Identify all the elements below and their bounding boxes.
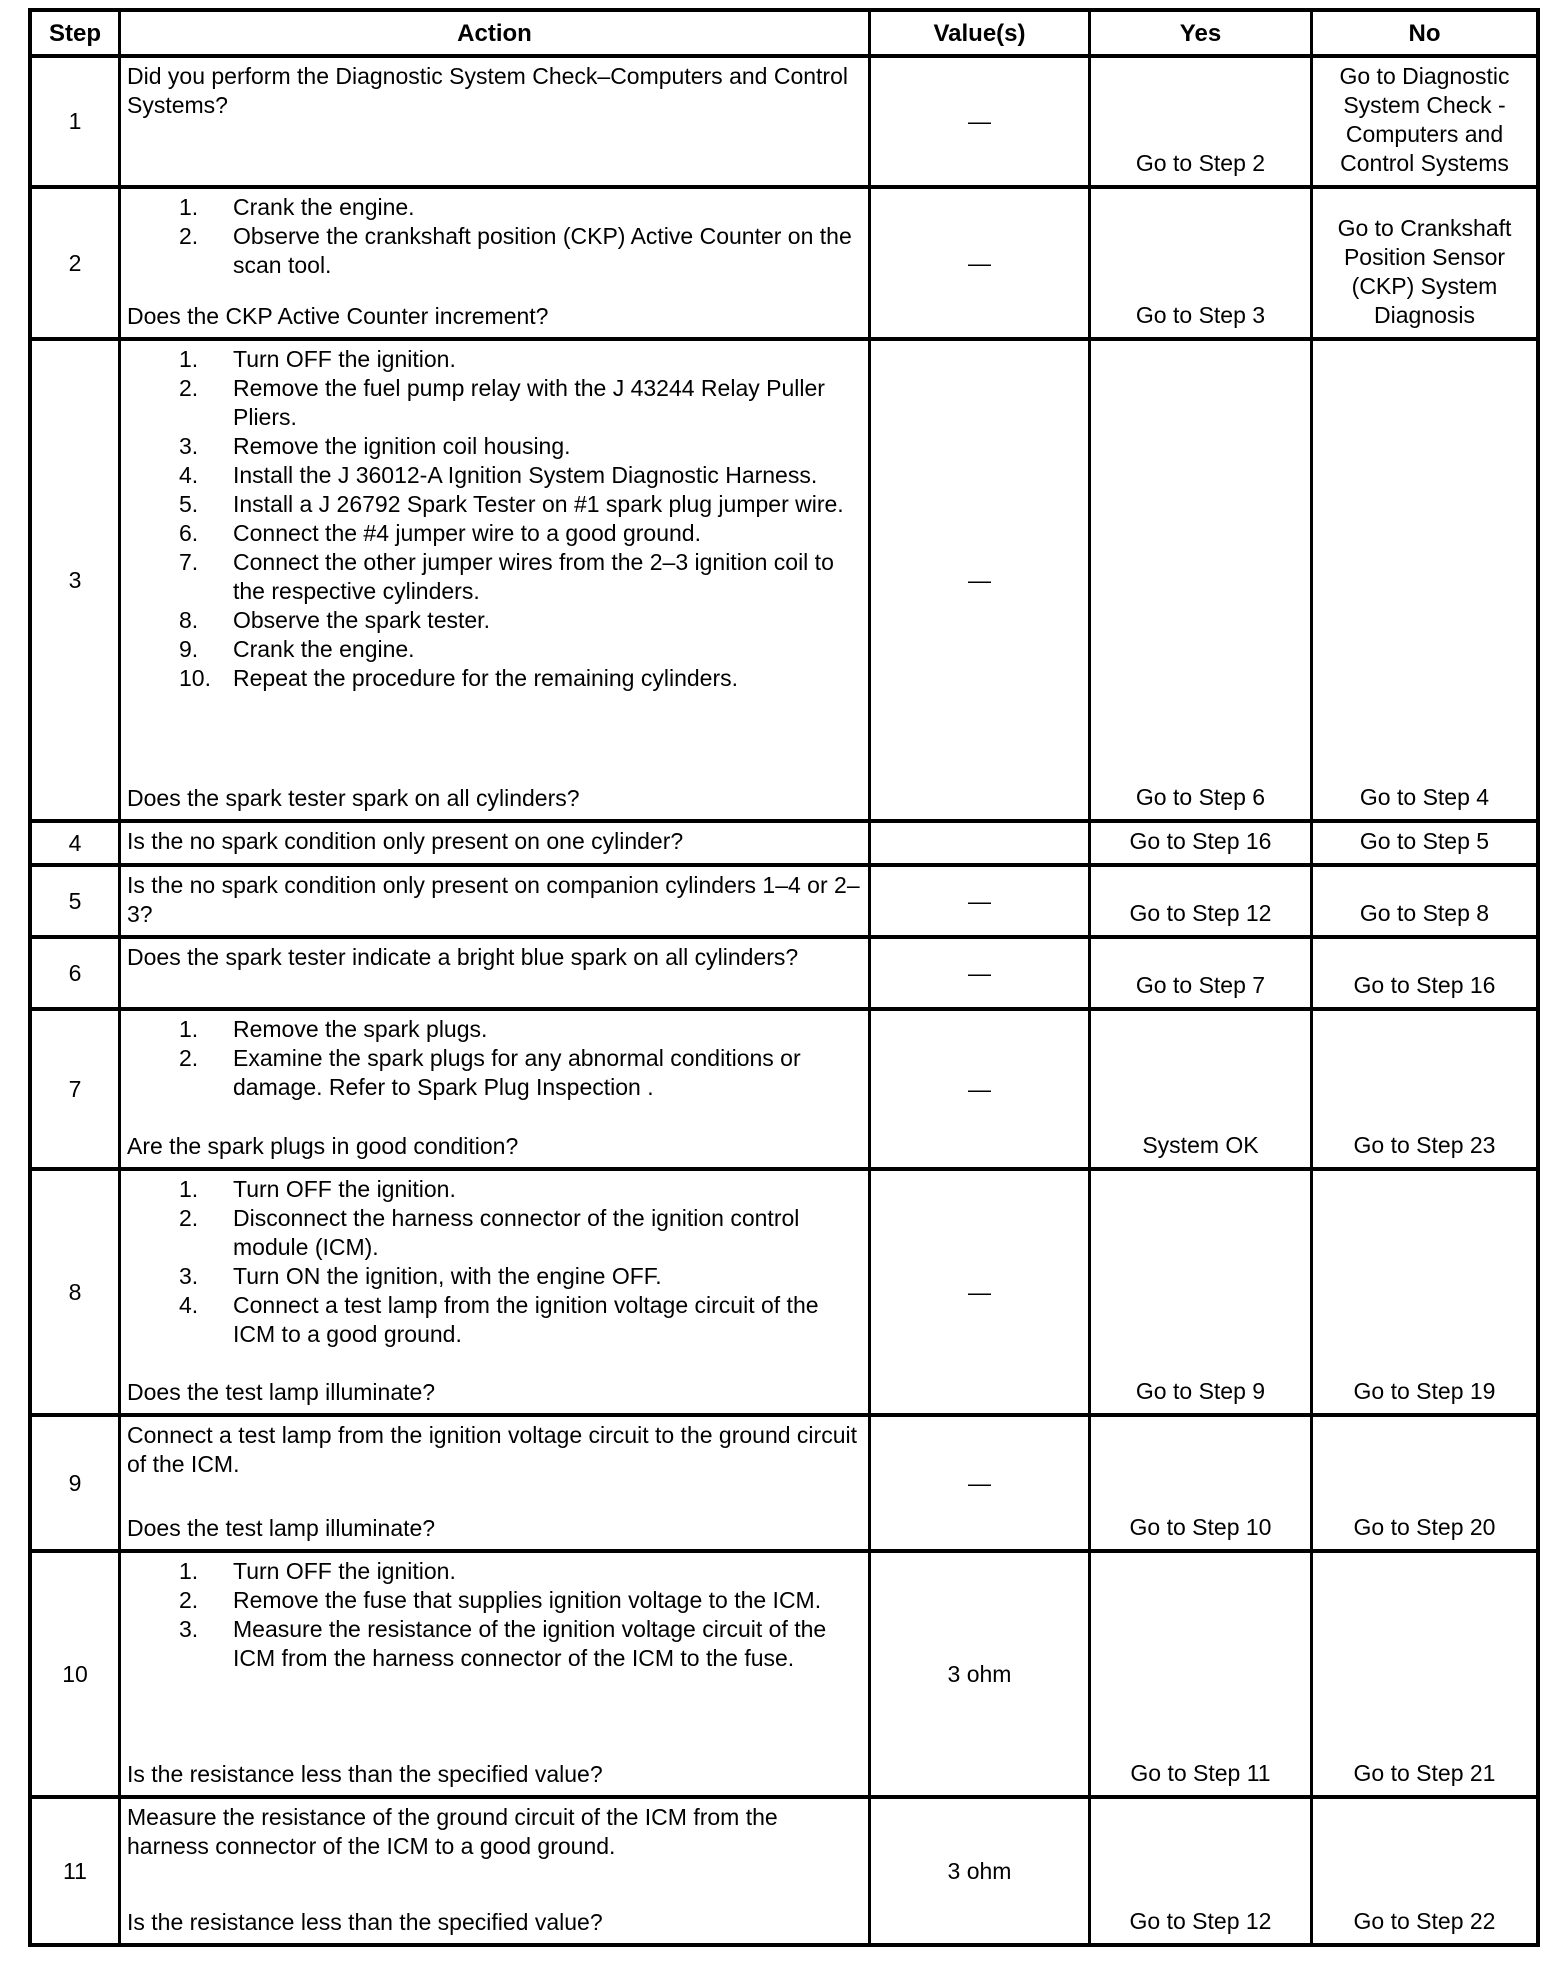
action-cell [118,341,868,819]
yes-cell: Go to Step 10 [1088,1417,1310,1549]
action-list-item: Measure the resistance of the ignition voltage circuit of the ICM from the harness connector of the ICM to the fuse. [233,1616,827,1671]
yes-cell: Go to Step 16 [1088,823,1310,863]
no-cell: Go to Step 19 [1310,1171,1536,1413]
action-intro: Is the no spark condition only present on companion cylinders 1–4 or 2–3? [127,872,860,927]
step-number: 1 [68,108,82,134]
action-list-item: Repeat the procedure for the remaining cylinders. [233,665,739,691]
no-cell: Go to Step 23 [1310,1011,1536,1167]
action-list-item: Crank the engine. [233,194,415,220]
yes-cell: Go to Step 9 [1088,1171,1310,1413]
yes-cell: System OK [1088,1011,1310,1167]
value-cell: — [868,867,1088,935]
no-cell: Go to Diagnostic System Check - Computers and Control Systems [1310,58,1536,185]
table-row [32,337,1536,819]
action-question: Does the spark tester spark on all cylinders? [127,785,580,811]
no-cell: Go to Step 4 [1310,341,1536,819]
yes-cell: Go to Step 6 [1088,341,1310,819]
step-number: 4 [68,829,82,856]
action-list-item: Connect a test lamp from the ignition voltage circuit of the ICM to a good ground. [233,1292,819,1347]
action-question: Is the resistance less than the specified value? [127,1909,603,1935]
action-question: Are the spark plugs in good condition? [127,1133,519,1159]
action-text-block [127,1803,862,1861]
step-number: 9 [68,1469,82,1496]
action-question: Does the test lamp illuminate? [127,1379,436,1405]
action-text-block [127,871,862,929]
action-list-item: Remove the fuel pump relay with the J 43244 Relay Puller Pliers. [233,375,825,430]
header-no: No [1310,12,1536,54]
no-cell: Go to Step 21 [1310,1553,1536,1795]
action-cell [118,867,868,935]
table-row [32,1167,1536,1413]
yes-cell: Go to Step 3 [1088,189,1310,337]
action-text-block [127,193,862,280]
action-list-item: Turn OFF the ignition. [233,1176,456,1202]
value-cell: — [868,1417,1088,1549]
action-question: Is the resistance less than the specified value? [127,1761,603,1787]
action-text-block [127,1421,862,1479]
step-number: 5 [68,887,82,914]
step-number: 6 [68,959,82,986]
no-cell: Go to Crankshaft Position Sensor (CKP) System Diagnosis [1310,189,1536,337]
value-cell: — [868,189,1088,337]
action-list [127,193,862,280]
header-action: Action [118,12,868,54]
action-list-item: Observe the crankshaft position (CKP) Active Counter on the scan tool. [233,223,852,278]
header-values: Value(s) [868,12,1088,54]
no-cell: Go to Step 16 [1310,939,1536,1007]
table-row [32,1413,1536,1549]
step-number: 3 [68,566,82,593]
step-number: 2 [68,249,82,276]
action-list-item: Connect the other jumper wires from the 2–3 ignition coil to the respective cylinders. [233,549,834,604]
action-text-block [127,943,862,972]
table-row [32,1007,1536,1167]
action-list-item: Crank the engine. [233,636,415,662]
action-cell [118,1799,868,1943]
value-cell: — [868,1171,1088,1413]
action-intro: Did you perform the Diagnostic System Check–Computers and Control Systems? [127,63,848,118]
action-cell [118,1171,868,1413]
action-list-item: Install the J 36012-A Ignition System Diagnostic Harness. [233,462,818,488]
action-list [127,1557,862,1673]
no-cell: Go to Step 20 [1310,1417,1536,1549]
step-number: 8 [68,1278,82,1305]
no-cell: Go to Step 5 [1310,823,1536,863]
value-cell: 3 ohm [868,1799,1088,1943]
action-list-item: Remove the fuse that supplies ignition voltage to the ICM. [233,1587,822,1613]
table-row [32,819,1536,863]
table-row [32,54,1536,185]
table-row [32,863,1536,935]
action-intro: Is the no spark condition only present on one cylinder? [127,828,684,854]
action-cell [118,1553,868,1795]
action-intro: Measure the resistance of the ground circuit of the ICM from the harness connector of the ICM to a good ground. [127,1804,778,1859]
table-header-row [32,12,1536,54]
value-cell: — [868,939,1088,1007]
action-cell [118,58,868,185]
yes-cell: Go to Step 7 [1088,939,1310,1007]
action-list-item: Remove the ignition coil housing. [233,433,571,459]
header-yes: Yes [1088,12,1310,54]
step-number: 10 [62,1660,88,1687]
action-list-item: Connect the #4 jumper wire to a good ground. [233,520,701,546]
action-cell [118,189,868,337]
action-list-item: Observe the spark tester. [233,607,490,633]
step-number: 11 [63,1857,87,1884]
action-intro: Does the spark tester indicate a bright blue spark on all cylinders? [127,944,799,970]
no-cell: Go to Step 8 [1310,867,1536,935]
action-list-item: Disconnect the harness connector of the ignition control module (ICM). [233,1205,800,1260]
action-list [127,1175,862,1349]
action-intro: Connect a test lamp from the ignition voltage circuit to the ground circuit of the ICM. [127,1422,857,1477]
action-list-item: Turn OFF the ignition. [233,346,456,372]
value-cell: — [868,341,1088,819]
action-list-item: Turn OFF the ignition. [233,1558,456,1584]
diagnostic-table [28,8,1540,1947]
action-cell [118,939,868,1007]
action-list-item: Examine the spark plugs for any abnormal conditions or damage. Refer to Spark Plug Inspection . [233,1045,801,1100]
value-cell: 3 ohm [868,1553,1088,1795]
action-list [127,1015,862,1102]
action-list [127,345,862,693]
action-question: Does the CKP Active Counter increment? [127,303,549,329]
table-row [32,185,1536,337]
table-row [32,935,1536,1007]
header-step: Step [48,19,101,47]
action-text-block [127,1175,862,1349]
action-cell [118,1417,868,1549]
action-list-item: Remove the spark plugs. [233,1016,488,1042]
value-cell: — [868,58,1088,185]
table-row [32,1549,1536,1795]
action-text-block [127,345,862,693]
step-number: 7 [68,1075,82,1102]
action-cell [118,823,868,863]
value-cell [868,823,1088,863]
action-text-block [127,1557,862,1673]
yes-cell: Go to Step 2 [1088,58,1310,185]
action-cell [118,1011,868,1167]
action-text-block [127,62,862,120]
yes-cell: Go to Step 12 [1088,1799,1310,1943]
value-cell: — [868,1011,1088,1167]
action-text-block [127,827,862,856]
table-row [32,1795,1536,1943]
action-list-item: Turn ON the ignition, with the engine OFF. [233,1263,662,1289]
yes-cell: Go to Step 11 [1088,1553,1310,1795]
action-text-block [127,1015,862,1102]
action-list-item: Install a J 26792 Spark Tester on #1 spark plug jumper wire. [233,491,844,517]
action-question: Does the test lamp illuminate? [127,1515,436,1541]
yes-cell: Go to Step 12 [1088,867,1310,935]
no-cell: Go to Step 22 [1310,1799,1536,1943]
